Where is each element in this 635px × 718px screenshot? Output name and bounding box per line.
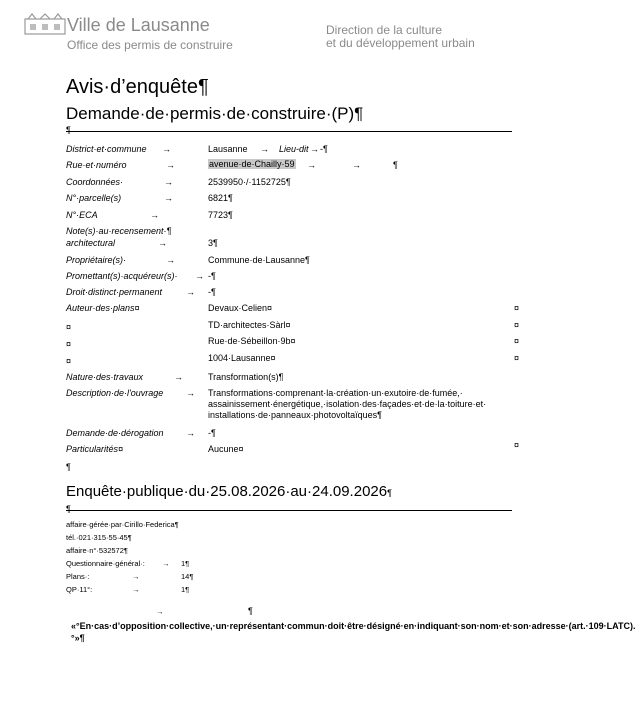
tab-arrow: → <box>164 177 173 187</box>
department-line-2: et du développement urbain <box>326 36 475 50</box>
recensement-label-line-1: Note(s)·au·recensement·¶ <box>66 226 172 236</box>
district-value: Lausanne <box>208 144 248 154</box>
page-subtitle: Demande·de·permis·de·construire·(P)¶ <box>66 104 364 123</box>
parcelle-label: N°·parcelle(s) <box>66 193 122 203</box>
pilcrow-mark: ¶ <box>248 606 253 616</box>
contact-case-number: affaire·n°·532572¶ <box>66 546 128 555</box>
cell-mark: ¤ <box>514 353 520 363</box>
promettant-value: -¶ <box>208 271 216 281</box>
tab-arrow: → <box>186 287 195 297</box>
pilcrow-mark: ¶ <box>66 125 71 135</box>
questionnaire-value: 1¶ <box>181 559 190 568</box>
page-title: Avis·d’enquête¶ <box>66 76 209 98</box>
tab-arrow: → <box>166 255 175 265</box>
title-rule <box>66 131 512 132</box>
cell-mark: ¤ <box>66 339 72 349</box>
cell-mark: ¤ <box>514 303 520 313</box>
auteur-line: Devaux·Celien¤ <box>208 303 273 313</box>
description-line: installations·de·panneaux·photovoltaïques¶ <box>208 410 382 420</box>
qp-value: 1¶ <box>181 585 190 594</box>
tab-arrow: → <box>166 160 175 170</box>
eca-value: 7723¶ <box>208 210 233 220</box>
lieudit-value: -¶ <box>320 144 328 154</box>
proprietaire-value: Commune·de·Lausanne¶ <box>208 255 310 265</box>
cell-mark: ¤ <box>66 356 72 366</box>
derogation-label: Demande·de·dérogation <box>66 428 164 438</box>
rue-label: Rue·et·numéro <box>66 160 127 170</box>
tab-arrow: → <box>186 388 195 398</box>
plans-label: Plans·: <box>66 572 90 581</box>
cell-mark: ¤ <box>514 440 520 450</box>
tab-arrow: → <box>174 372 183 382</box>
pilcrow-mark: ¶ <box>387 488 392 498</box>
parcelle-value: 6821¶ <box>208 193 233 203</box>
promettant-label: Promettant(s)·acquéreur(s)· <box>66 271 178 281</box>
auteur-label: Auteur·des·plans¤ <box>66 303 140 313</box>
plans-value: 14¶ <box>181 572 194 581</box>
description-line: Transformations·comprenant·la·création·un·exutoire·de·fumée,· <box>208 388 463 398</box>
eca-label: N°·ECA <box>66 210 98 220</box>
questionnaire-label: Questionnaire·général·: <box>66 559 145 568</box>
tab-arrow: → <box>195 271 204 281</box>
qp-label: QP·11°: <box>66 585 93 594</box>
org-name: Ville de Lausanne <box>67 15 210 35</box>
tab-arrow: → <box>132 572 140 581</box>
coordinates-label: Coordonnées· <box>66 177 124 187</box>
tab-arrow: → <box>260 144 269 154</box>
droit-value: -¶ <box>208 287 216 297</box>
tab-arrow: → <box>150 210 159 220</box>
office-name: Office des permis de construire <box>67 38 233 52</box>
tab-arrow: → <box>162 559 170 568</box>
lausanne-logo-icon <box>24 13 66 35</box>
droit-label: Droit·distinct·permanent <box>66 287 163 297</box>
particularites-label: Particularités¤ <box>66 444 124 454</box>
enquete-rule <box>66 510 512 511</box>
auteur-line: 1004·Lausanne¤ <box>208 353 276 363</box>
cell-mark: ¤ <box>514 336 520 346</box>
description-line: assainissement·énergétique,·isolation·des·façades·et·de·la·toiture·et· <box>208 399 487 409</box>
enquete-title <box>66 483 392 500</box>
lieudit-label: Lieu-dit <box>279 144 309 154</box>
rue-value: avenue·de·Chailly·59 <box>209 159 295 169</box>
contact-manager: affaire·gérée·par·Cirillo·Federica¶ <box>66 520 179 529</box>
recensement-value: 3¶ <box>208 238 218 248</box>
tab-arrow: → <box>156 607 164 616</box>
opposition-note: «°En·cas·d’opposition·collective,·un·représentant·commun·doit·être·désigné·en·indiquant·son·nom·et·son·adresse·(art.·109·LATC).°»¶ <box>71 621 635 643</box>
cell-mark: ¤ <box>66 322 72 332</box>
department-line-1: Direction de la culture <box>326 23 443 37</box>
tab-arrow: → <box>164 193 173 203</box>
proprietaire-label: Propriétaire(s)· <box>66 255 127 265</box>
tab-arrow: → <box>132 585 140 594</box>
particularites-value: Aucune¤ <box>208 444 244 454</box>
tab-arrow: → <box>186 428 195 438</box>
tab-arrow: → <box>158 238 167 248</box>
contact-phone: tél.·021·315·55·45¶ <box>66 533 132 542</box>
tab-arrow: → <box>352 160 361 170</box>
auteur-line: Rue·de·Sébeillon·9b¤ <box>208 336 296 346</box>
district-label: District·et·commune <box>66 144 147 154</box>
pilcrow-mark: ¶ <box>66 504 71 514</box>
description-label: Description·de·l'ouvrage <box>66 388 164 398</box>
nature-value: Transformation(s)¶ <box>208 372 284 382</box>
tab-arrow: → <box>162 144 171 154</box>
tab-arrow: → <box>307 160 316 170</box>
tab-arrow: → <box>310 144 319 154</box>
derogation-value: -¶ <box>208 428 216 438</box>
enquete-title-text: Enquête·publique·du·25.08.2026·au·24.09.2026 <box>66 483 388 500</box>
pilcrow-mark: ¶ <box>393 160 398 170</box>
recensement-label-line-2: architectural <box>66 238 116 248</box>
auteur-line: TD·architectes·Sàrl¤ <box>208 320 291 330</box>
cell-mark: ¤ <box>514 320 520 330</box>
coordinates-value: 2539950·/·1152725¶ <box>208 177 291 187</box>
pilcrow-mark: ¶ <box>66 462 71 472</box>
nature-label: Nature·des·travaux <box>66 372 144 382</box>
